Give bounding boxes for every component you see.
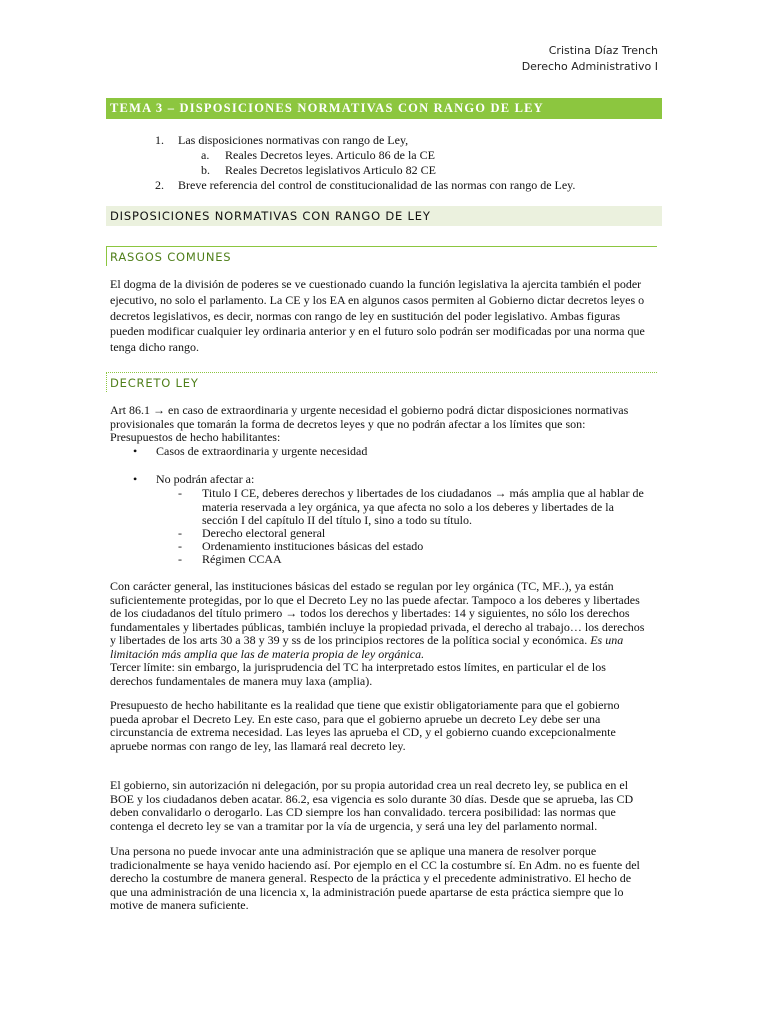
paragraph-line: Presupuesto de hecho habilitante es la realidad que tiene que existir obligatoriamente para que el gobierno — [110, 698, 620, 712]
decreto-intro-line: Presupuestos de hecho habilitantes: — [110, 430, 281, 444]
outline-item-1b: Reales Decretos legislativos Articulo 82 CE — [225, 163, 436, 177]
bullet-item-2: No podrán afectar a: — [156, 472, 255, 486]
outline-item-1: Las disposiciones normativas con rango de Ley, — [178, 133, 409, 147]
paragraph-line: Una persona no puede invocar ante una administración que se aplique una manera de resolver porque — [110, 844, 597, 858]
paragraph-line: derecho la costumbre de manera general. Respecto de la práctica y el precedente administrativo. El hecho de — [110, 871, 632, 885]
section-heading-text: DISPOSICIONES NORMATIVAS CON RANGO DE LEY — [110, 209, 431, 223]
decreto-heading: DECRETO LEY — [110, 376, 199, 390]
decreto-border-left — [106, 372, 108, 392]
outline-num-1: 1. — [155, 133, 164, 147]
header-author: Cristina Díaz Trench — [548, 44, 658, 57]
bullet-dot: • — [133, 444, 138, 458]
paragraph-italic: limitación más amplia que las de materia propia de ley orgánica. — [110, 646, 425, 661]
bullet-item-1: Casos de extraordinaria y urgente necesidad — [156, 444, 368, 458]
rasgos-heading: RASGOS COMUNES — [110, 250, 232, 264]
decreto-intro — [110, 404, 658, 445]
bullet-dot: • — [133, 472, 138, 486]
outline-item-1a: Reales Decretos leyes. Articulo 86 de la CE — [225, 148, 435, 162]
paragraph-line: tradicionalmente se haya venido haciendo así. Por ejemplo en el CC la costumbre sí. En Adm. no es fuente del — [110, 857, 640, 872]
title-banner-text: TEMA 3 – DISPOSICIONES NORMATIVAS CON RANGO DE LEY — [110, 101, 544, 115]
rasgos-line: pueden modificar cualquier ley ordinaria anterior y en el futuro solo podrán ser modificadas por una norma que — [110, 324, 645, 339]
dash-marker: - — [178, 486, 182, 500]
paragraph-line: contenga el decreto ley se van a tramitar por la vía de urgencia, y será una ley del parlamento normal. — [110, 818, 598, 833]
dash-item-4: Régimen CCAA — [202, 552, 282, 566]
paragraph-line: circunstancia de extrema necesidad. Las leyes las aprueba el CD, y el gobierno cuando excepcionalmente — [110, 725, 616, 739]
dash-item-2: Derecho electoral general — [202, 526, 326, 540]
dash-item-line: sección I del capítulo II del título I, sino a todo su título. — [202, 513, 472, 527]
outline-num-1a: a. — [201, 148, 210, 162]
rasgos-border-top — [106, 246, 657, 248]
paragraph-line — [110, 648, 658, 662]
decreto-paragraph-2 — [110, 699, 658, 753]
dash-marker: - — [178, 539, 182, 553]
rasgos-border-left — [106, 246, 108, 266]
dash-item-3: Ordenamiento instituciones básicas del estado — [202, 539, 424, 553]
rasgos-line: ejecutivo, no solo el parlamento. La CE y los EA en algunos casos permiten al Gobierno dictar decretos leyes o — [110, 292, 645, 307]
decreto-border-top — [106, 372, 657, 374]
dash-marker: - — [178, 552, 182, 566]
header-subject: Derecho Administrativo I — [521, 60, 658, 73]
paragraph-italic: Es una — [590, 633, 624, 647]
outline-item-2: Breve referencia del control de constitucionalidad de las normas con rango de Ley. — [178, 178, 576, 192]
rasgos-line: El dogma de la división de poderes se ve cuestionado cuando la función legislativa la ajercita también el poder — [110, 277, 642, 291]
decreto-paragraph-4 — [110, 845, 658, 913]
paragraph-text: y libertades de los arts 30 a 38 y 39 y ss de los principios rectores de la política social y económica. — [110, 633, 588, 647]
dash-item-1 — [202, 487, 662, 528]
outline-num-1b: b. — [201, 163, 210, 177]
paragraph-line: que una administración de una licencia x, la administración puede apartarse de esta práctica siempre que lo — [110, 884, 624, 899]
rasgos-line: tenga dicho rango. — [110, 340, 199, 355]
paragraph-line: Con carácter general, las instituciones básicas del estado se regulan por ley orgánica (TC, MF..), ya están — [110, 579, 614, 593]
paragraph-line: suficientemente protegidas, por lo que el Decreto Ley no las puede afectar. Tampoco a los deberes y libertades — [110, 592, 640, 607]
outline-num-2: 2. — [155, 178, 164, 192]
decreto-intro-line: provisionales que tomarán la forma de decretos leyes y que no podrán afectar a los límites que son: — [110, 416, 586, 431]
paragraph-line: El gobierno, sin autorización ni delegación, por su propia autoridad crea un real decreto ley, se publica en el — [110, 778, 629, 792]
title-banner — [106, 98, 662, 119]
dash-item-line: materia reservada a ley orgánica, ya que afecta no solo a los deberes y libertades de la — [202, 499, 614, 514]
section-heading — [106, 206, 662, 226]
paragraph-line: de los ciudadanos del título primero → todos los derechos y libertades: 14 y siguientes, no sólo los derechos — [110, 606, 630, 620]
dash-item-line: Titulo I CE, deberes derechos y libertades de los ciudadanos → más amplia que al hablar de — [202, 486, 644, 500]
dash-marker: - — [178, 526, 182, 540]
decreto-paragraph-1 — [110, 580, 658, 688]
decreto-intro-line: Art 86.1 → en caso de extraordinaria y urgente necesidad el gobierno podrá dictar disposiciones normativas — [110, 403, 629, 417]
paragraph-line: Tercer límite: sin embargo, la jurisprudencia del TC ha interpretado estos límites, en particular el de los — [110, 660, 606, 674]
paragraph-line: fundamentales y libertades públicas, también incluye la propiedad privada, el derecho al trabajo… los derechos — [110, 619, 645, 634]
decreto-paragraph-3 — [110, 779, 658, 833]
rasgos-line: decretos legislativos, es decir, normas con rango de ley en sustitución del poder legislativo. Ambas figuras — [110, 308, 621, 323]
rasgos-paragraph — [110, 277, 658, 356]
paragraph-line: deben convalidarlo o derogarlo. Las CD siempre los han convalidado. tercera posibilidad: las normas que — [110, 805, 616, 819]
paragraph-line: apruebe normas con rango de ley, las llamará real decreto ley. — [110, 738, 406, 753]
paragraph-line: pueda aprobar el Decreto Ley. En este caso, para que el gobierno apruebe un decreto Ley debe ser una — [110, 711, 601, 726]
paragraph-line: derechos fundamentales de manera muy laxa (amplia). — [110, 673, 373, 688]
paragraph-line: BOE y los ciudadanos deben acatar. 86.2, esa vigencia es solo durante 30 días. Desde que se aprueba, las CD — [110, 791, 634, 806]
paragraph-line — [110, 634, 658, 648]
paragraph-line: motive de manera suficiente. — [110, 898, 249, 912]
